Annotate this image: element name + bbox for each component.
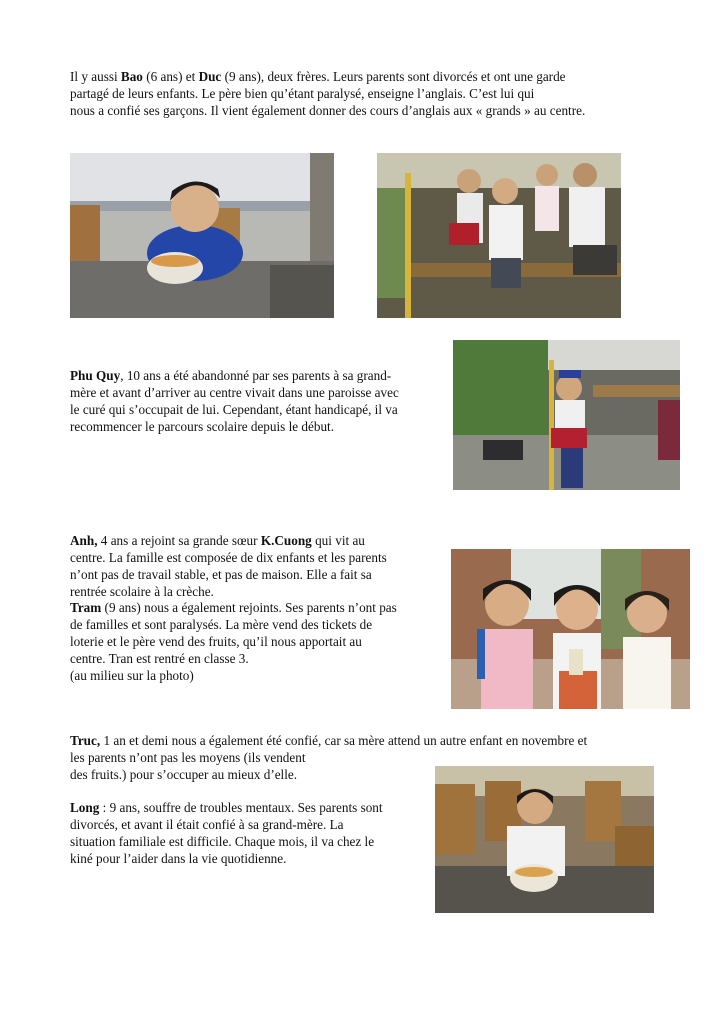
name-k-cuong: K.Cuong xyxy=(260,533,312,548)
long-line-1 xyxy=(70,800,383,817)
intro-text: (6 ans) et xyxy=(142,69,199,84)
intro-line-1 xyxy=(70,69,566,86)
intro-text: Il y aussi xyxy=(70,69,121,84)
tram-line-1 xyxy=(70,600,397,617)
long-line-3: situation familiale est difficile. Chaque mois, il va chez le xyxy=(70,834,375,849)
anh-line-3: n’ont pas de travail stable, et pas de maison. Elle a fait sa xyxy=(70,567,372,582)
anh-text: qui vit au xyxy=(311,533,365,548)
intro-text: (9 ans), deux frères. Leurs parents sont divorcés et ont une garde xyxy=(221,69,566,84)
tram-line-5: (au milieu sur la photo) xyxy=(70,668,194,683)
tram-text: (9 ans) nous a également rejoints. Ses parents n’ont pas xyxy=(101,600,397,615)
phuquy-line-4: recommencer le parcours scolaire depuis le début. xyxy=(70,419,335,434)
photo-long-eating xyxy=(435,766,654,913)
photo-three-girls xyxy=(451,549,690,709)
long-line-2: divorcés, et avant il était confié à sa grand-mère. La xyxy=(70,817,344,832)
anh-line-4: rentrée scolaire à la crèche. xyxy=(70,584,214,599)
anh-line-1 xyxy=(70,533,365,550)
name-bao: Bao xyxy=(120,69,143,84)
phuquy-line-1 xyxy=(70,368,391,385)
phuquy-text: , 10 ans a été abandonné par ses parents à sa grand- xyxy=(120,368,392,383)
name-truc: Truc, xyxy=(70,733,101,748)
name-duc: Duc xyxy=(198,69,222,84)
truc-line-2: les parents n’ont pas les moyens (ils vendent xyxy=(70,750,306,765)
phuquy-line-2: mère et avant d’arriver au centre vivait dans une paroisse avec xyxy=(70,385,399,400)
name-tram: Tram xyxy=(70,600,102,615)
anh-text: 4 ans a rejoint sa grande sœur xyxy=(97,533,261,548)
name-phu-quy: Phu Quy xyxy=(70,368,121,383)
name-anh: Anh, xyxy=(70,533,98,548)
intro-line-3: nous a confié ses garçons. Il vient également donner des cours d’anglais aux « grands » au centre. xyxy=(70,103,586,118)
photo-boy-eating xyxy=(70,153,334,318)
long-line-4: kiné pour l’aider dans la vie quotidienne. xyxy=(70,851,287,866)
intro-line-2: partagé de leurs enfants. Le père bien qu’étant paralysé, enseigne l’anglais. C’est lui qui xyxy=(70,86,535,101)
tram-line-3: loterie et le père vend des fruits, qu’il nous apportait au xyxy=(70,634,362,649)
anh-line-2: centre. La famille est composée de dix enfants et les parents xyxy=(70,550,387,565)
phuquy-line-3: le curé qui s’occupait de lui. Cependant, étant handicapé, il va xyxy=(70,402,398,417)
truc-line-1 xyxy=(70,733,587,750)
photo-children-vehicle xyxy=(377,153,621,318)
tram-line-4: centre. Tran est rentré en classe 3. xyxy=(70,651,249,666)
name-long: Long xyxy=(70,800,100,815)
tram-line-2: de familles et sont paralysés. La mère vend des tickets de xyxy=(70,617,373,632)
long-text: : 9 ans, souffre de troubles mentaux. Ses parents sont xyxy=(99,800,383,815)
truc-text: 1 an et demi nous a également été confié, car sa mère attend un autre enfant en novembre et xyxy=(100,733,588,748)
photo-phu-quy xyxy=(453,340,680,490)
truc-line-3: des fruits.) pour s’occuper au mieux d’elle. xyxy=(70,767,298,782)
